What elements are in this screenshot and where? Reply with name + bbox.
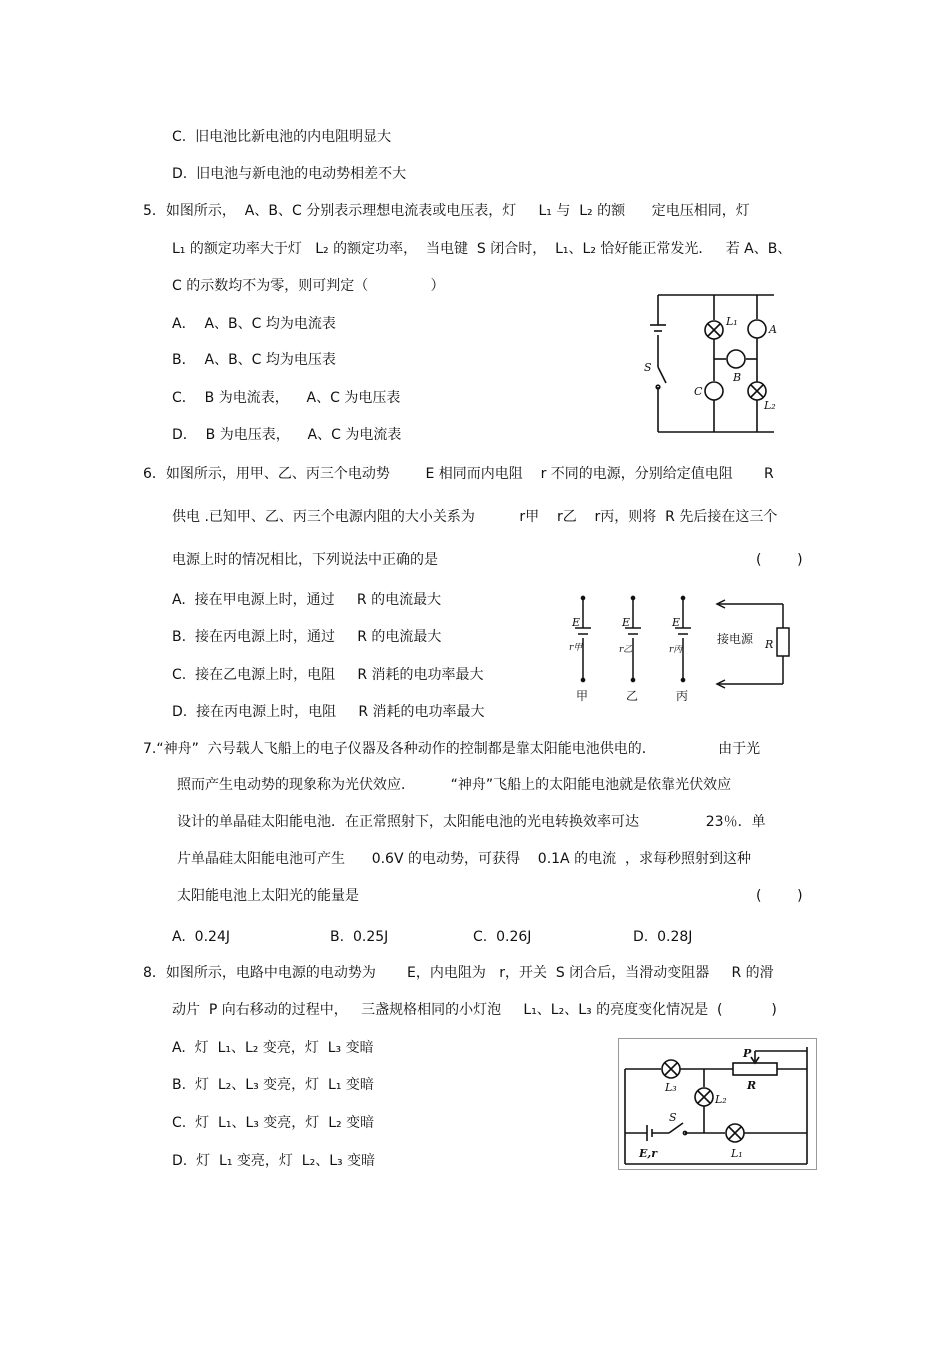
q6-label-yi: 乙 (626, 689, 639, 703)
q6-label-e3: E (672, 616, 681, 629)
q6-power-sources-figure (567, 590, 793, 708)
q7-stem-line3: 设计的单晶硅太阳能电池．在正常照射下，太阳能电池的光电转换效率可达 23％．单 (177, 814, 766, 830)
q6-option-c: C. 接在乙电源上时，电阻 R 消耗的电功率最大 (172, 667, 484, 683)
q8-label-p: P (743, 1047, 752, 1060)
q8-circuit-figure (618, 1038, 817, 1170)
q5-option-a: A． A、B、C 均为电流表 (172, 316, 336, 332)
q5-stem-line3: C 的示数均不为零，则可判定（ ） (172, 278, 445, 294)
q7-option-b: B. 0.25J (330, 929, 389, 945)
q8-option-c: C. 灯 L₁、L₃ 变亮，灯 L₂ 变暗 (172, 1115, 375, 1131)
q5-label-c: C (694, 385, 703, 398)
q6-stem-line2: 供电 .已知甲、乙、丙三个电源内阻的大小关系为 r甲 r乙 r丙，则将 R 先后接在这三个 (172, 509, 778, 525)
q6-label-e2: E (622, 616, 631, 629)
q6-label-r-jia: r甲 (569, 643, 583, 653)
q6-answer-paren: ( ) (756, 552, 803, 568)
q5-circuit-figure (642, 287, 782, 436)
q5-stem-line1: 5．如图所示， A、B、C 分别表示理想电流表或电压表，灯 L₁ 与 L₂ 的额 定电压相同，灯 (143, 203, 750, 219)
q8-label-s: S (669, 1111, 677, 1124)
q7-stem-line4: 片单晶硅太阳能电池可产生 0.6V 的电动势，可获得 0.1A 的电流 ，求每秒照射到这种 (177, 851, 751, 867)
q4-option-d: D. 旧电池与新电池的电动势相差不大 (172, 166, 407, 182)
q6-option-d: D. 接在丙电源上时，电阻 R 消耗的电功率最大 (172, 704, 485, 720)
q7-stem-line5: 太阳能电池上太阳光的能量是 (177, 888, 359, 904)
q8-label-er: E,r (639, 1147, 658, 1160)
q6-label-bing: 丙 (676, 689, 689, 703)
q5-stem-line2: L₁ 的额定功率大于灯 L₂ 的额定功率， 当电键 S 闭合时， L₁、L₂ 恰好能正常发光． 若 A、B、 (172, 241, 792, 257)
q6-label-e1: E (572, 616, 581, 629)
q8-label-r: R (747, 1079, 757, 1092)
q8-option-b: B. 灯 L₂、L₃ 变亮，灯 L₁ 变暗 (172, 1077, 374, 1093)
q7-option-d: D. 0.28J (633, 929, 693, 945)
q8-option-a: A. 灯 L₁、L₂ 变亮，灯 L₃ 变暗 (172, 1040, 374, 1056)
q7-option-a: A. 0.24J (172, 929, 230, 945)
q6-option-b: B. 接在丙电源上时，通过 R 的电流最大 (172, 629, 442, 645)
q6-label-connect-source: 接电源 (717, 632, 754, 646)
q5-label-l2: L₂ (764, 399, 776, 412)
q6-stem-line1: 6．如图所示，用甲、乙、丙三个电动势 E 相同而内电阻 r 不同的电源，分别给定值电阻 R (143, 466, 774, 482)
q7-stem-line1: 7.“神舟” 六号载人飞船上的电子仪器及各种动作的控制都是靠太阳能电池供电的． 由于光 (143, 741, 761, 757)
q8-label-l2: L₂ (715, 1093, 727, 1106)
q5-label-l1: L₁ (726, 315, 738, 328)
q7-answer-paren: ( ) (756, 888, 803, 904)
q5-option-d: D． B 为电压表， A、C 为电流表 (172, 427, 402, 443)
q7-option-c: C. 0.26J (473, 929, 532, 945)
q5-option-b: B． A、B、C 均为电压表 (172, 352, 336, 368)
q7-stem-line2: 照而产生电动势的现象称为光伏效应． “神舟”飞船上的太阳能电池就是依靠光伏效应 (177, 777, 732, 793)
q6-label-jia: 甲 (576, 689, 589, 703)
q6-option-a: A. 接在甲电源上时，通过 R 的电流最大 (172, 592, 442, 608)
q8-stem-line2: 动片 P 向右移动的过程中， 三盏规格相同的小灯泡 L₁、L₂、L₃ 的亮度变化情况是 ( ) (172, 1002, 777, 1018)
q4-option-c: C. 旧电池比新电池的内电阻明显大 (172, 129, 392, 145)
q6-label-r-bing: r丙 (669, 645, 683, 655)
q8-label-l1: L₁ (731, 1147, 743, 1160)
q5-label-s: S (644, 361, 652, 374)
q5-option-c: C． B 为电流表， A、C 为电压表 (172, 390, 401, 406)
q6-label-r-yi: r乙 (619, 645, 633, 655)
q5-label-b: B (733, 371, 742, 384)
q6-stem-line3: 电源上时的情况相比，下列说法中正确的是 (172, 552, 438, 568)
q8-label-l3: L₃ (665, 1081, 677, 1094)
q5-label-a: A (769, 323, 777, 336)
q6-label-r: R (765, 638, 774, 651)
q8-option-d: D. 灯 L₁ 变亮，灯 L₂、L₃ 变暗 (172, 1153, 376, 1169)
q8-stem-line1: 8．如图所示，电路中电源的电动势为 E，内电阻为 r，开关 S 闭合后，当滑动变阻器 R 的滑 (143, 965, 774, 981)
